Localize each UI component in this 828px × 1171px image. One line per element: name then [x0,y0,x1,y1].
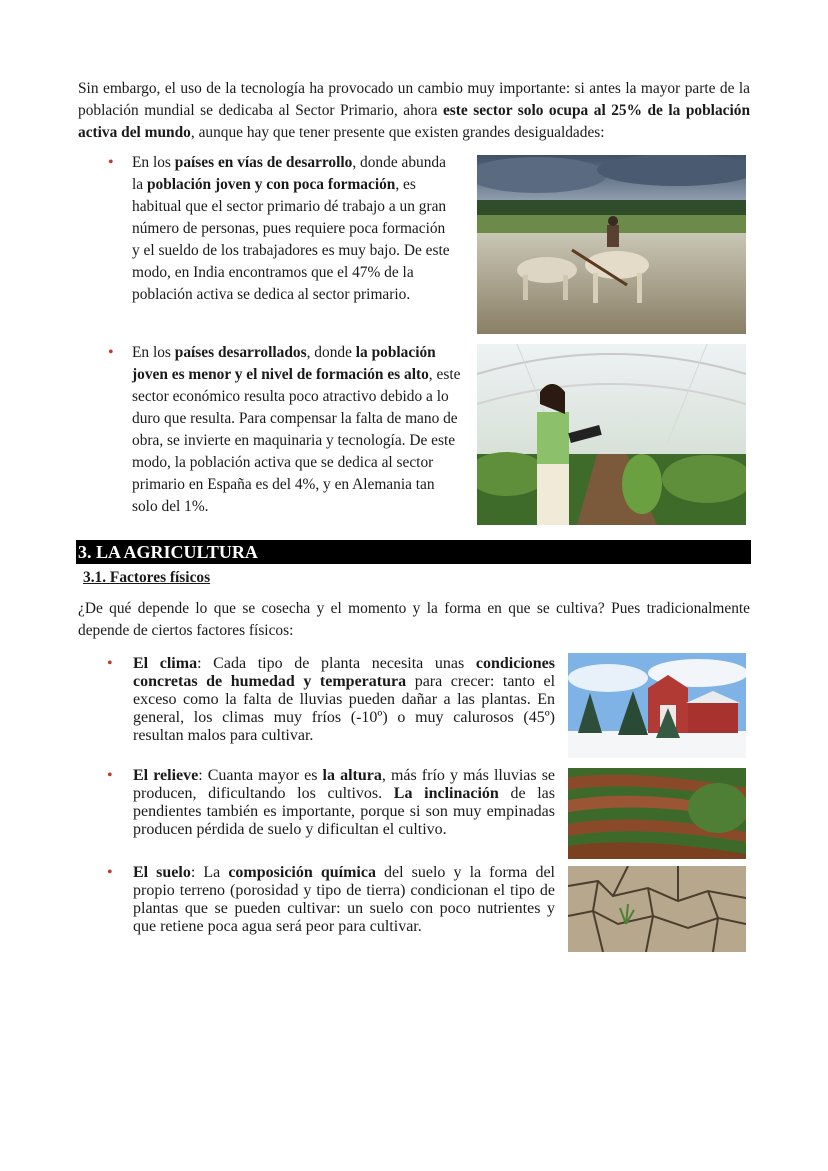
text: : Cada tipo de planta necesita unas [197,655,476,672]
bullet-developing-countries [132,152,450,306]
bold-text: población joven y con poca formación [146,176,396,193]
text: del suelo y la forma del propio terreno (porosidad y tipo de tierra) condicionan el tipo de plantas que se pueden cultivar: un suelo con poco nutrientes y que retiene poca agua será peor para cultivar. [133,864,555,935]
bold-text: la altura [322,767,382,784]
terraced-fields-photo [568,768,746,859]
bullet-dot: • [108,154,114,171]
bullet-dot: • [107,864,113,881]
intro-text-2: , aunque hay que tener presente que existen grandes desigualdades: [190,124,605,141]
bullet-dot: • [108,344,114,361]
text: para crecer: tanto el exceso como la falta de lluvias pueden dañar a las plantas. En general, los climas muy fríos (-10º) o muy calurosos (45º) resultan malos para cultivar. [133,673,556,744]
bold-text: condiciones concretas de humedad y temperatura [133,655,556,690]
text: , este sector económico resulta poco atractivo debido a lo duro que resulta. Para compensar la falta de mano de obra, se invierte en maquinaria y tecnología. De este modo, la población activa que se dedica al sector primario en España es del 4%, y en Alemania tan solo del 1%. [132,366,461,515]
intro-paragraph [78,78,750,144]
bold-text: la población joven es menor y el nivel de formación es alto [132,344,436,383]
text: En los [132,344,175,361]
bold-text: La inclinación [393,785,499,802]
bullet-developed-countries [132,342,462,518]
factors-intro-paragraph: ¿De qué depende lo que se cosecha y el momento y la forma en que se cultiva? Pues tradicionalmente depende de ciertos factores físicos: [78,600,750,639]
bullet-dot: • [107,655,113,672]
oxen-plowing-photo [477,155,746,334]
bullet-dot: • [107,767,113,784]
bold-text: países desarrollados [174,344,307,361]
bold-text: países en vías de desarrollo [174,154,353,171]
text: : Cuanta mayor es [198,767,323,784]
section-heading-agricultura: 3. LA AGRICULTURA [76,540,751,564]
intro-text-1: Sin embargo, el uso de la tecnología ha provocado un cambio muy importante: si antes la mayor parte de la población mundial se dedicaba al Sector Primario, ahora [78,80,750,119]
factor-soil [107,864,555,936]
text: En los [132,154,175,171]
text: , más frío y más lluvias se producen, dificultando los cultivos. [133,767,556,802]
text: , es habitual que el sector primario dé trabajo a un gran número de personas, pues requiere poca formación y el sueldo de los trabajadores es muy bajo. De este modo, en India encontramos que el 47% de la población activa se dedica al sector primario. [132,176,450,303]
intro-bold-1: este sector solo ocupa al 25% de la población activa del mundo [78,102,751,141]
text: de las pendientes también es importante, porque si son muy empinadas producen pérdida de suelo y dificultan el cultivo. [133,785,555,838]
bold-text: El suelo [133,864,191,881]
cracked-soil-photo [568,866,746,952]
factor-climate [107,655,556,745]
subsection-heading-factores: 3.1. Factores físicos [83,569,211,586]
bold-text: El relieve [133,767,199,784]
text: : La [190,864,229,881]
text: , donde abunda la [132,154,446,193]
text: , donde [306,344,356,361]
snowy-barn-photo [568,653,746,758]
greenhouse-woman-tablet-photo [477,344,746,525]
factor-relief [107,767,556,839]
bold-text: composición química [228,864,376,881]
bold-text: El clima [133,655,198,672]
